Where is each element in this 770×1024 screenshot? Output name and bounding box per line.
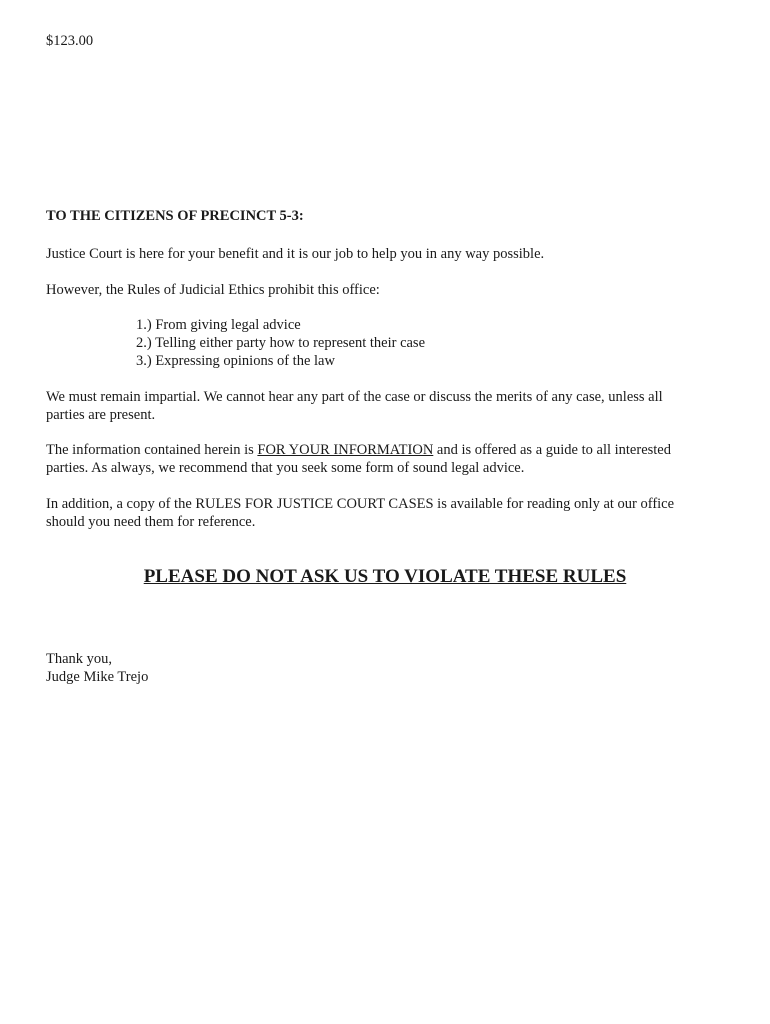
closing: Thank you, xyxy=(46,651,113,667)
list-item: 3.) Expressing opinions of the law xyxy=(136,353,335,369)
paragraph-4 xyxy=(46,441,716,477)
paragraph-4-post: and is offered as a guide to all interested xyxy=(433,442,671,458)
paragraph-4-line-2: parties. As always, we recommend that you seek some form of sound legal advice. xyxy=(46,460,525,476)
paragraph-1: Justice Court is here for your benefit and it is our job to help you in any way possible. xyxy=(46,246,545,262)
list-item: 2.) Telling either party how to represent their case xyxy=(136,335,426,351)
paragraph-3-line-1: We must remain impartial. We cannot hear any part of the case or discuss the merits of any case, unless all xyxy=(46,389,663,405)
paragraph-5 xyxy=(46,495,716,531)
paragraph-4-pre: The information contained herein is xyxy=(46,442,258,458)
paragraph-3-line-2: parties are present. xyxy=(46,407,156,423)
paragraph-5-line-2: should you need them for reference. xyxy=(46,514,256,530)
heading: TO THE CITIZENS OF PRECINCT 5-3: xyxy=(46,208,304,224)
paragraph-2: However, the Rules of Judicial Ethics prohibit this office: xyxy=(46,282,380,298)
list-item: 1.) From giving legal advice xyxy=(136,317,301,333)
paragraph-4-line-1 xyxy=(46,441,716,459)
warning-banner: PLEASE DO NOT ASK US TO VIOLATE THESE RULES xyxy=(143,566,627,587)
price-label: $123.00 xyxy=(46,33,94,49)
signer-name: Judge Mike Trejo xyxy=(46,669,149,685)
paragraph-5-line-1: In addition, a copy of the RULES FOR JUSTICE COURT CASES is available for reading only at our office xyxy=(46,496,675,512)
prohibition-list xyxy=(136,316,425,370)
for-your-information-emphasis: FOR YOUR INFORMATION xyxy=(257,442,434,458)
paragraph-3 xyxy=(46,388,716,424)
